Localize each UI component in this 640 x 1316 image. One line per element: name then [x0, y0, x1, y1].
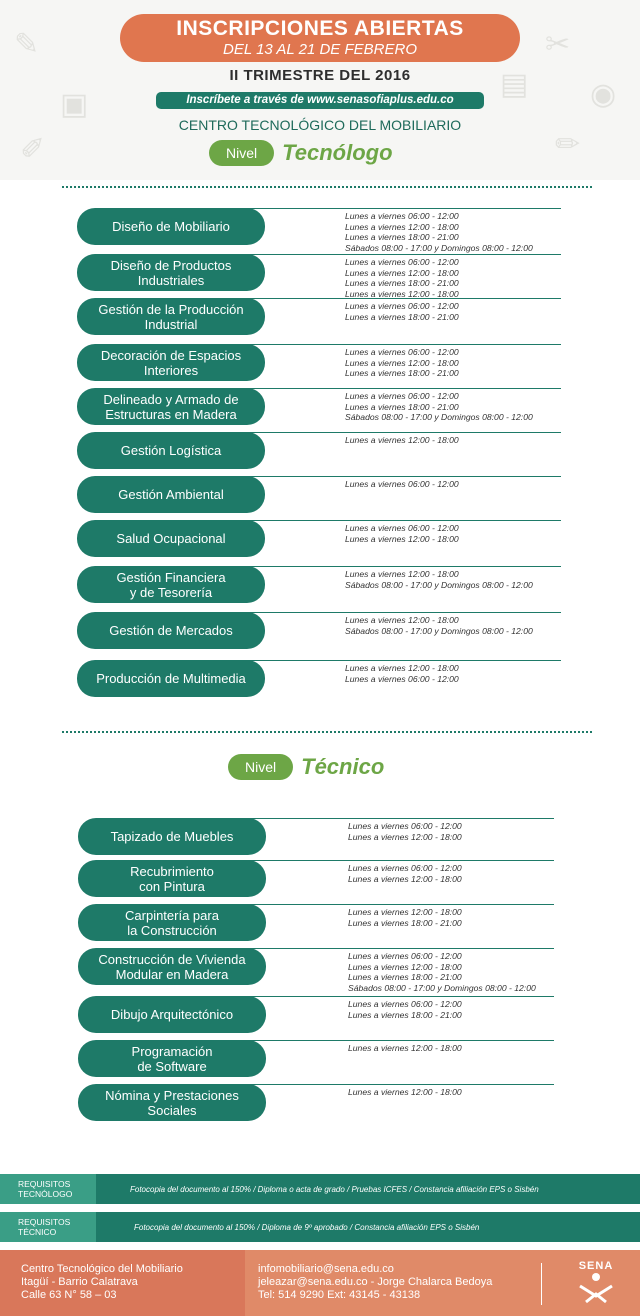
program-row [78, 818, 554, 858]
nivel-badge: Nivel [209, 140, 274, 166]
nivel-tecnico-heading [228, 754, 384, 780]
program-row [77, 254, 561, 298]
program-schedule: Lunes a viernes 12:00 - 18:00 [348, 1043, 462, 1053]
program-schedule: Lunes a viernes 06:00 - 12:00 [345, 479, 459, 489]
logo-text: SENA [578, 1260, 614, 1272]
nivel-tecnologo-heading [209, 140, 393, 166]
program-name-button[interactable]: Gestión Ambiental [77, 476, 265, 513]
calculator-icon: ▤ [500, 68, 529, 101]
program-name-button[interactable]: Recubrimiento con Pintura [78, 860, 266, 897]
program-schedule: Lunes a viernes 06:00 - 12:00 Lunes a viernes 18:00 - 21:00 [345, 301, 459, 322]
ruler-icon: ✐ [20, 133, 46, 166]
footer-divider [541, 1263, 542, 1305]
program-name-button[interactable]: Programación de Software [78, 1040, 266, 1077]
program-name-button[interactable]: Diseño de Productos Industriales [77, 254, 265, 291]
program-row [78, 948, 554, 992]
program-name-button[interactable]: Salud Ocupacional [77, 520, 265, 557]
requisitos-label: REQUISITOS TECNÓLOGO [0, 1174, 96, 1204]
requisitos-tecnologo-bar [0, 1174, 640, 1204]
program-name-button[interactable]: Producción de Multimedia [77, 660, 265, 697]
email-link[interactable]: jeleazar@sena.edu.co - Jorge Chalarca Bedoya [258, 1276, 493, 1288]
program-row [77, 432, 561, 476]
program-row [77, 520, 561, 564]
program-row [77, 660, 561, 704]
program-schedule: Lunes a viernes 06:00 - 12:00 Lunes a viernes 12:00 - 18:00 [348, 863, 462, 884]
program-row [78, 1040, 554, 1080]
program-schedule: Lunes a viernes 06:00 - 12:00 Lunes a viernes 12:00 - 18:00 Lunes a viernes 18:00 - 21:00 Sábados 08:00 - 17:00 y Domingos 08:00 - 12:00 [345, 211, 533, 253]
footer [0, 1250, 640, 1316]
dotted-divider [62, 186, 592, 188]
program-schedule: Lunes a viernes 06:00 - 12:00 Lunes a viernes 12:00 - 18:00 Lunes a viernes 18:00 - 21:00 Lunes a viernes 12:00 - 18:00 [345, 257, 459, 299]
phone-number: Tel: 514 9290 Ext: 43145 - 43138 [258, 1289, 421, 1301]
requisitos-label: REQUISITOS TÉCNICO [0, 1212, 96, 1242]
address-line: Centro Tecnológico del Mobiliario [21, 1263, 183, 1275]
program-row [77, 298, 561, 342]
program-row [77, 476, 561, 520]
program-name-button[interactable]: Carpintería para la Construcción [78, 904, 266, 941]
footer-contact [258, 1263, 492, 1302]
banner-title: INSCRIPCIONES ABIERTAS [176, 17, 464, 40]
dotted-divider [62, 731, 592, 733]
requisitos-text: Fotocopia del documento al 150% / Diploma de 9º aprobado / Constancia afiliación EPS o Sisbén [134, 1222, 480, 1232]
program-schedule: Lunes a viernes 06:00 - 12:00 Lunes a viernes 18:00 - 21:00 Sábados 08:00 - 17:00 y Domingos 08:00 - 12:00 [345, 391, 533, 422]
nivel-badge: Nivel [228, 754, 293, 780]
program-schedule: Lunes a viernes 12:00 - 18:00 Sábados 08:00 - 17:00 y Domingos 08:00 - 12:00 [345, 615, 533, 636]
program-schedule: Lunes a viernes 06:00 - 12:00 Lunes a viernes 12:00 - 18:00 [345, 523, 459, 544]
program-schedule: Lunes a viernes 12:00 - 18:00 Lunes a viernes 06:00 - 12:00 [345, 663, 459, 684]
program-row [77, 566, 561, 610]
program-schedule: Lunes a viernes 06:00 - 12:00 Lunes a viernes 12:00 - 18:00 [348, 821, 462, 842]
apple-icon: ◉ [590, 78, 617, 111]
center-name: CENTRO TECNOLÓGICO DEL MOBILIARIO [178, 117, 462, 133]
sena-logo-icon [576, 1272, 616, 1304]
requisitos-tecnico-bar [0, 1212, 640, 1242]
address-line: Itagüí - Barrio Calatrava [21, 1276, 138, 1288]
program-name-button[interactable]: Gestión de la Producción Industrial [77, 298, 265, 335]
requisitos-text: Fotocopia del documento al 150% / Diploma o acta de grado / Pruebas ICFES / Constancia afiliación EPS o Sisbén [130, 1184, 539, 1194]
trimester-title: II TRIMESTRE DEL 2016 [229, 67, 411, 84]
program-schedule: Lunes a viernes 06:00 - 12:00 Lunes a viernes 12:00 - 18:00 Lunes a viernes 18:00 - 21:00 [345, 347, 459, 378]
scissors-icon: ✂ [545, 28, 571, 61]
program-row [77, 344, 561, 388]
program-name-button[interactable]: Nómina y Prestaciones Sociales [78, 1084, 266, 1121]
enrollment-banner [120, 14, 520, 62]
nivel-title: Técnico [301, 754, 385, 779]
backpack-icon: ▣ [60, 88, 89, 121]
banner-dates: DEL 13 AL 21 DE FEBRERO [223, 41, 417, 58]
program-row [78, 904, 554, 944]
nivel-title: Tecnólogo [282, 140, 393, 165]
program-schedule: Lunes a viernes 12:00 - 18:00 Lunes a viernes 18:00 - 21:00 [348, 907, 462, 928]
program-name-button[interactable]: Tapizado de Muebles [78, 818, 266, 855]
program-row [78, 996, 554, 1036]
program-row [78, 860, 554, 900]
program-row [77, 208, 561, 252]
program-row [77, 388, 561, 432]
program-schedule: Lunes a viernes 12:00 - 18:00 [348, 1087, 462, 1097]
program-schedule: Lunes a viernes 12:00 - 18:00 Sábados 08:00 - 17:00 y Domingos 08:00 - 12:00 [345, 569, 533, 590]
header [0, 0, 640, 180]
program-name-button[interactable]: Gestión Logística [77, 432, 265, 469]
program-row [78, 1084, 554, 1124]
program-schedule: Lunes a viernes 06:00 - 12:00 Lunes a viernes 12:00 - 18:00 Lunes a viernes 18:00 - 21:00 Sábados 08:00 - 17:00 y Domingos 08:00 - 12:00 [348, 951, 536, 993]
address-line: Calle 63 N° 58 – 03 [21, 1289, 117, 1301]
pencil-icon: ✏ [555, 128, 581, 161]
website-link[interactable]: Inscríbete a través de www.senasofiaplus.edu.co [156, 92, 484, 109]
program-row [77, 612, 561, 656]
program-name-button[interactable]: Diseño de Mobiliario [77, 208, 265, 245]
program-schedule: Lunes a viernes 12:00 - 18:00 [345, 435, 459, 445]
program-name-button[interactable]: Gestión Financiera y de Tesorería [77, 566, 265, 603]
program-name-button[interactable]: Delineado y Armado de Estructuras en Madera [77, 388, 265, 425]
sena-logo [568, 1260, 624, 1308]
program-schedule: Lunes a viernes 06:00 - 12:00 Lunes a viernes 18:00 - 21:00 [348, 999, 462, 1020]
program-name-button[interactable]: Construcción de Vivienda Modular en Madera [78, 948, 266, 985]
email-link[interactable]: infomobiliario@sena.edu.co [258, 1263, 394, 1275]
program-name-button[interactable]: Gestión de Mercados [77, 612, 265, 649]
footer-address [0, 1250, 245, 1316]
program-name-button[interactable]: Dibujo Arquitectónico [78, 996, 266, 1033]
program-name-button[interactable]: Decoración de Espacios Interiores [77, 344, 265, 381]
pencil-icon: ✎ [14, 28, 40, 61]
